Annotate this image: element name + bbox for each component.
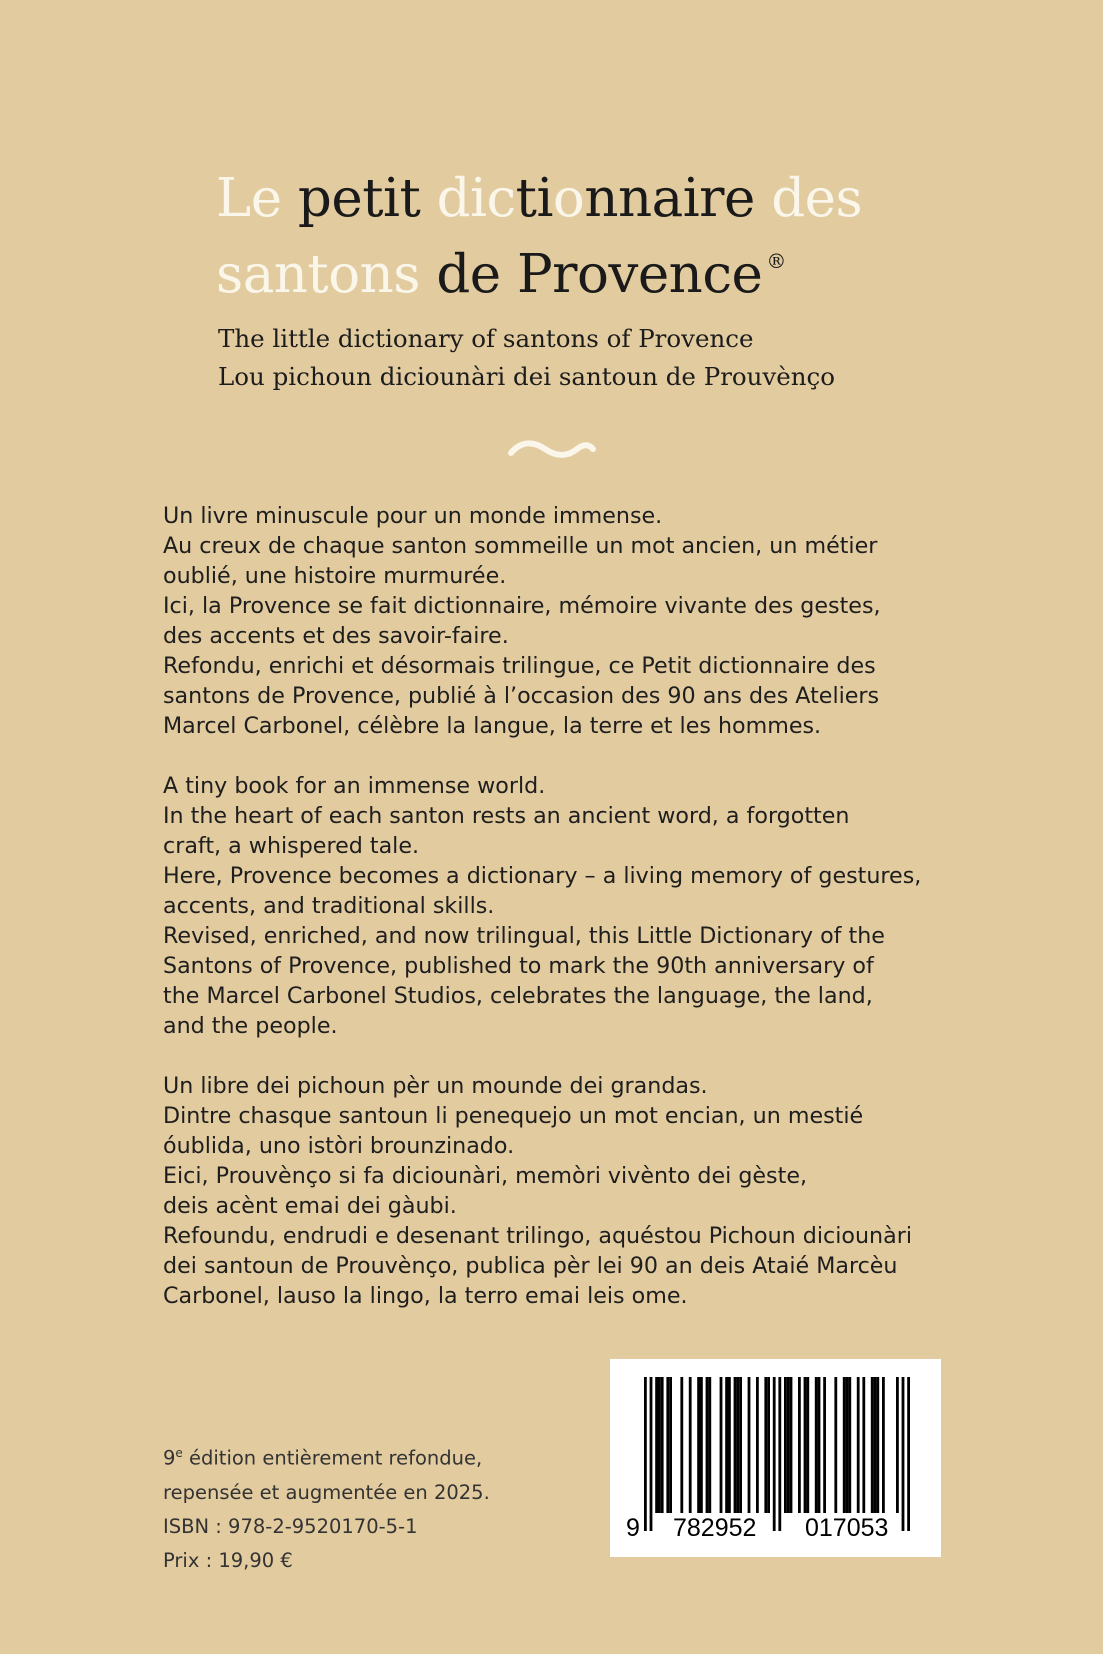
barcode-bar xyxy=(818,1377,821,1513)
barcode-bar xyxy=(896,1377,899,1513)
text-line: oublié, une histoire murmurée. xyxy=(163,563,507,589)
barcode-bar xyxy=(706,1377,709,1513)
barcode-bar xyxy=(790,1377,793,1513)
title-seg: ti xyxy=(515,168,553,229)
text-line: Au creux de chaque santon sommeille un mot ancien, un métier xyxy=(163,533,878,559)
paragraph-english xyxy=(163,771,943,1041)
barcode-bar xyxy=(815,1377,818,1513)
barcode-bar xyxy=(655,1377,658,1513)
text-line: and the people. xyxy=(163,1013,338,1039)
barcode-bar xyxy=(708,1377,711,1513)
barcode-bar xyxy=(902,1377,905,1531)
title-seg: santons xyxy=(216,244,437,305)
text-line: A tiny book for an immense world. xyxy=(163,773,546,799)
title-seg: o xyxy=(552,168,585,229)
barcode-bar xyxy=(650,1377,653,1531)
barcode-left-group: 782952 xyxy=(670,1513,759,1543)
isbn: ISBN : 978-2-9520170-5-1 xyxy=(163,1514,418,1538)
barcode-bar xyxy=(798,1377,801,1513)
barcode-bar xyxy=(739,1377,742,1513)
edition-text: édition entièrement refondue, xyxy=(182,1446,483,1470)
barcode-bar xyxy=(669,1377,672,1513)
text-line: accents, and traditional skills. xyxy=(163,893,495,919)
text-line: In the heart of each santon rests an ancient word, a forgotten xyxy=(163,803,850,829)
text-line: Marcel Carbonel, célèbre la langue, la terre et les hommes. xyxy=(163,713,822,739)
subtitle-provencal: Lou pichoun diciounàri dei santoun de Prouvènço xyxy=(218,362,836,391)
paragraph-provencal xyxy=(163,1071,943,1311)
edition-number: 9 xyxy=(163,1446,176,1470)
barcode-bar xyxy=(907,1377,910,1531)
subtitles xyxy=(218,320,1018,396)
barcode-bar xyxy=(876,1377,879,1513)
registered-mark: ® xyxy=(766,249,786,273)
title-seg: des xyxy=(771,168,863,229)
text-line: Un livre minuscule pour un monde immense. xyxy=(163,503,663,529)
text-line: Ici, la Provence se fait dictionnaire, mémoire vivante des gestes, xyxy=(163,593,881,619)
book-title xyxy=(216,168,1076,306)
barcode-bar xyxy=(787,1377,790,1513)
back-cover-text xyxy=(163,501,943,1341)
barcode-right-group: 017053 xyxy=(802,1513,891,1543)
barcode-bar xyxy=(725,1377,728,1513)
text-line: santons de Provence, publié à l’occasion des 90 ans des Ateliers xyxy=(163,683,880,709)
text-line: deis acènt emai dei gàubi. xyxy=(163,1193,457,1219)
text-line: Revised, enriched, and now trilingual, this Little Dictionary of the xyxy=(163,923,885,949)
text-line: óublida, uno istòri brounzinado. xyxy=(163,1133,515,1159)
barcode-bar xyxy=(862,1377,865,1513)
text-line: Carbonel, lauso la lingo, la terro emai leis ome. xyxy=(163,1283,688,1309)
barcode-bar xyxy=(857,1377,860,1513)
barcode-bar xyxy=(871,1377,874,1513)
title-seg: dic xyxy=(436,168,516,229)
barcode-bar xyxy=(748,1377,751,1513)
barcode-bar xyxy=(784,1377,787,1513)
barcode xyxy=(610,1359,941,1557)
barcode-bar xyxy=(666,1377,669,1513)
barcode-bar xyxy=(846,1377,849,1513)
barcode-bar xyxy=(764,1377,767,1513)
barcode-bar xyxy=(767,1377,770,1513)
barcode-bar xyxy=(806,1377,809,1513)
text-line: Refondu, enrichi et désormais trilingue, ce Petit dictionnaire des xyxy=(163,653,876,679)
title-line-1 xyxy=(216,168,1076,230)
text-line: Eici, Prouvènço si fa diciounàri, memòri vivènto dei gèste, xyxy=(163,1163,808,1189)
barcode-bar xyxy=(680,1377,683,1513)
wave-ornament-icon xyxy=(505,438,597,462)
barcode-bar xyxy=(843,1377,846,1513)
barcode-bar xyxy=(756,1377,759,1513)
barcode-bar xyxy=(804,1377,807,1513)
title-seg: Le xyxy=(216,168,298,229)
text-line: Here, Provence becomes a dictionary – a living memory of gestures, xyxy=(163,863,922,889)
barcode-bar xyxy=(658,1377,661,1513)
text-line: Dintre chasque santoun li penequejo un mot encian, un mestié xyxy=(163,1103,864,1129)
title-line-2 xyxy=(216,230,1076,306)
barcode-bar xyxy=(689,1377,692,1513)
edition-line-2: repensée et augmentée en 2025. xyxy=(163,1480,490,1504)
barcode-bar xyxy=(882,1377,885,1513)
text-line: Santons of Provence, published to mark the 90th anniversary of xyxy=(163,953,874,979)
barcode-bar xyxy=(697,1377,700,1513)
barcode-bar xyxy=(728,1377,731,1513)
paragraph-french xyxy=(163,501,943,741)
barcode-bar xyxy=(644,1377,647,1531)
barcode-bar xyxy=(834,1377,837,1513)
title-seg: de Provence xyxy=(436,244,763,305)
edition-info xyxy=(163,1436,563,1578)
text-line: Refoundu, endrudi e desenant trilingo, aquéstou Pichoun diciounàri xyxy=(163,1223,912,1249)
barcode-bar xyxy=(700,1377,703,1513)
barcode-bar xyxy=(778,1377,781,1531)
text-line: craft, a whispered tale. xyxy=(163,833,420,859)
barcode-bar xyxy=(773,1377,776,1531)
edition-suffix: e xyxy=(175,1446,183,1460)
barcode-bar xyxy=(874,1377,877,1513)
title-seg: petit xyxy=(297,168,437,229)
barcode-bar xyxy=(720,1377,723,1513)
barcode-bar xyxy=(848,1377,851,1513)
barcode-bar xyxy=(823,1377,826,1513)
barcode-first-digit: 9 xyxy=(623,1513,643,1543)
barcode-bar xyxy=(661,1377,664,1513)
edition-line xyxy=(163,1436,563,1476)
title-seg: nnaire xyxy=(584,168,772,229)
text-line: des accents et des savoir-faire. xyxy=(163,623,509,649)
subtitle-english: The little dictionary of santons of Provence xyxy=(218,324,754,353)
barcode-bar xyxy=(734,1377,737,1513)
price: Prix : 19,90 € xyxy=(163,1548,293,1572)
text-line: the Marcel Carbonel Studios, celebrates the language, the land, xyxy=(163,983,873,1009)
text-line: Un libre dei pichoun pèr un mounde dei grandas. xyxy=(163,1073,708,1099)
text-line: dei santoun de Prouvènço, publica pèr lei 90 an deis Ataié Marcèu xyxy=(163,1253,898,1279)
barcode-bar xyxy=(736,1377,739,1513)
